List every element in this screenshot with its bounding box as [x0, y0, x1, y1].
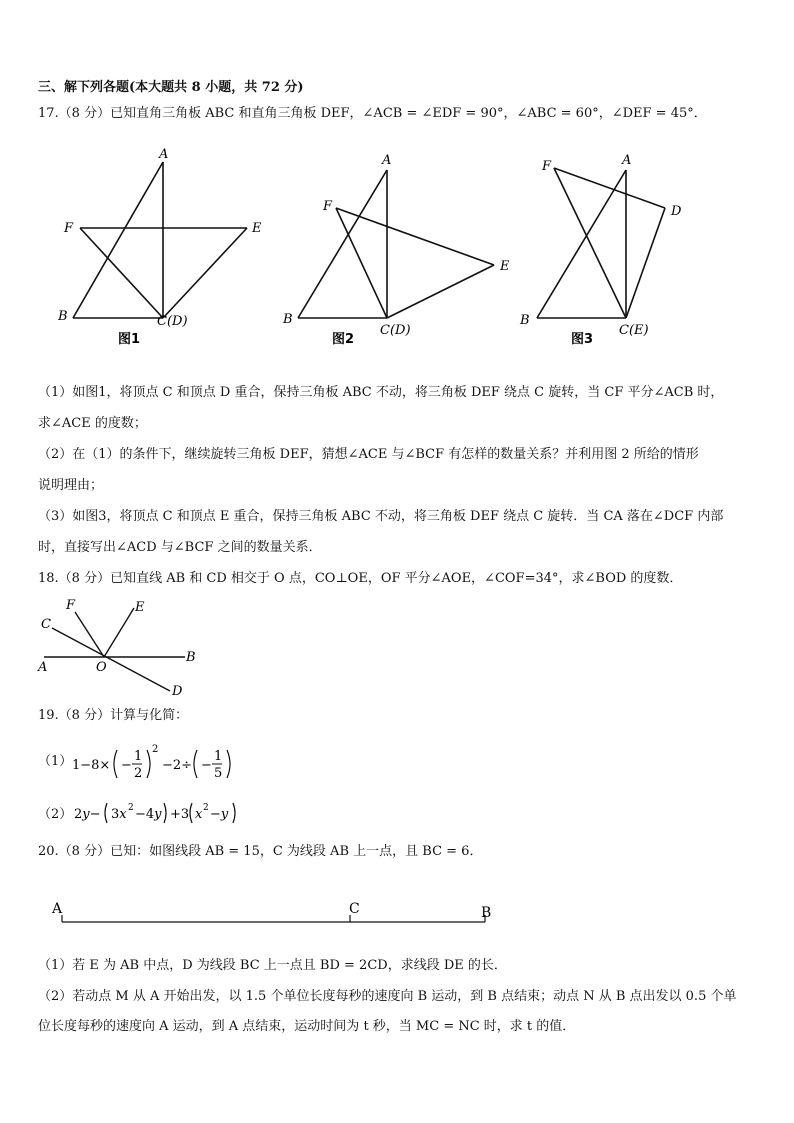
q19-part1-expression — [70, 738, 240, 788]
fig1-label-a: A — [159, 147, 169, 162]
fig1-caption: 图1 — [118, 332, 141, 347]
fig3-label-c: C(E) — [619, 323, 649, 338]
figure-q18 — [30, 595, 210, 700]
svg-text:1−8×: 1−8× — [72, 758, 111, 773]
fig1-label-c: C(D) — [157, 314, 188, 329]
q18-label-a: A — [38, 660, 48, 675]
fig3-label-f: F — [542, 159, 552, 174]
q18-label-b: B — [186, 650, 196, 665]
svg-text:−: − — [201, 758, 212, 773]
fig1-label-e: E — [252, 221, 262, 236]
q20-label-b: B — [481, 905, 492, 921]
svg-text:1: 1 — [134, 749, 143, 764]
figure-q20-segment — [45, 895, 505, 935]
q20-label-a: A — [52, 901, 63, 917]
q19-part1-label: （1） — [38, 754, 73, 769]
q20-label-c: C — [349, 901, 360, 917]
q17-part3-line1: （3）如图3，将顶点 C 和顶点 E 重合，保持三角板 ABC 不动，将三角板 DEF 绕点 C 旋转．当 CA 落在∠DCF 内部 — [38, 509, 724, 524]
q17-part3-line2: 时，直接写出∠ACD 与∠BCF 之间的数量关系． — [38, 540, 322, 555]
fig3-label-b: B — [520, 313, 530, 328]
q19-part2-expression — [70, 798, 260, 828]
q18-label-c: C — [41, 617, 51, 632]
q19-part2-label: （2） — [38, 807, 73, 822]
fig2-label-c: C(D) — [380, 323, 411, 338]
figure-2 — [280, 140, 520, 350]
q20-stem: 20.（8 分）已知：如图线段 AB = 15，C 为线段 AB 上一点，且 BC = 6． — [38, 844, 483, 859]
fig2-label-a: A — [382, 153, 392, 168]
svg-text:−4y: −4y — [135, 807, 162, 822]
svg-text:2: 2 — [128, 803, 134, 813]
svg-text:1: 1 — [214, 749, 223, 764]
fig1-label-b: B — [58, 309, 68, 324]
q17-stem: 17.（8 分）已知直角三角板 ABC 和直角三角板 DEF，∠ACB = ∠EDF = 90°，∠ABC = 60°，∠DEF = 45°． — [38, 106, 707, 121]
svg-text:−2÷: −2÷ — [162, 758, 193, 773]
fig3-caption: 图3 — [571, 332, 594, 347]
svg-text:5: 5 — [214, 766, 223, 781]
svg-text:+3: +3 — [170, 807, 190, 822]
figure-3 — [515, 140, 715, 350]
q18-label-e: E — [135, 600, 145, 615]
svg-text:x: x — [195, 807, 203, 822]
fig3-label-a: A — [622, 153, 632, 168]
fig2-label-b: B — [283, 312, 293, 327]
q17-part1-line1: （1）如图1，将顶点 C 和顶点 D 重合，保持三角板 ABC 不动，将三角板 DEF 绕点 C 旋转，当 CF 平分∠ACB 时， — [38, 385, 724, 400]
q20-part2-line1: （2）若动点 M 从 A 开始出发，以 1.5 个单位长度每秒的速度向 B 运动，到 B 点结束；动点 N 从 B 点出发以 0.5 个单 — [38, 989, 737, 1004]
q17-part2-line2: 说明理由； — [38, 478, 104, 493]
fig3-label-d: D — [671, 204, 682, 219]
fig2-caption: 图2 — [332, 332, 355, 347]
q18-label-f: F — [66, 598, 76, 613]
fig2-label-e: E — [500, 259, 510, 274]
q18-label-o: O — [96, 660, 107, 675]
q20-part2-line2: 位长度每秒的速度向 A 运动，到 A 点结束，运动时间为 t 秒，当 MC = NC 时，求 t 的值． — [38, 1019, 576, 1034]
figure-1 — [55, 140, 275, 350]
q19-stem: 19.（8 分）计算与化简： — [38, 708, 189, 723]
svg-text:−y: −y — [210, 807, 229, 822]
section-title: 三、解下列各题(本大题共 8 小题，共 72 分) — [38, 80, 304, 95]
q17-part2-line1: （2）在（1）的条件下，继续旋转三角板 DEF，猜想∠ACE 与∠BCF 有怎样的数量关系？并利用图 2 所给的情形 — [38, 447, 699, 462]
fig1-label-f: F — [64, 221, 74, 236]
q20-part1: （1）若 E 为 AB 中点，D 为线段 BC 上一点且 BD = 2CD，求线段 DE 的长． — [38, 958, 507, 973]
svg-text:2: 2 — [134, 766, 143, 781]
svg-text:2: 2 — [152, 744, 159, 755]
q18-stem: 18.（8 分）已知直线 AB 和 CD 相交于 O 点，CO⊥OE，OF 平分∠AOE，∠COF=34°，求∠BOD 的度数． — [38, 571, 683, 586]
svg-text:−: − — [121, 758, 132, 773]
q17-part1-line2: 求∠ACE 的度数； — [38, 416, 147, 431]
fig2-label-f: F — [323, 199, 333, 214]
svg-text:3x: 3x — [111, 807, 127, 822]
svg-text:2: 2 — [203, 803, 209, 813]
svg-text:2y−: 2y− — [74, 807, 101, 822]
q18-label-d: D — [172, 684, 183, 699]
